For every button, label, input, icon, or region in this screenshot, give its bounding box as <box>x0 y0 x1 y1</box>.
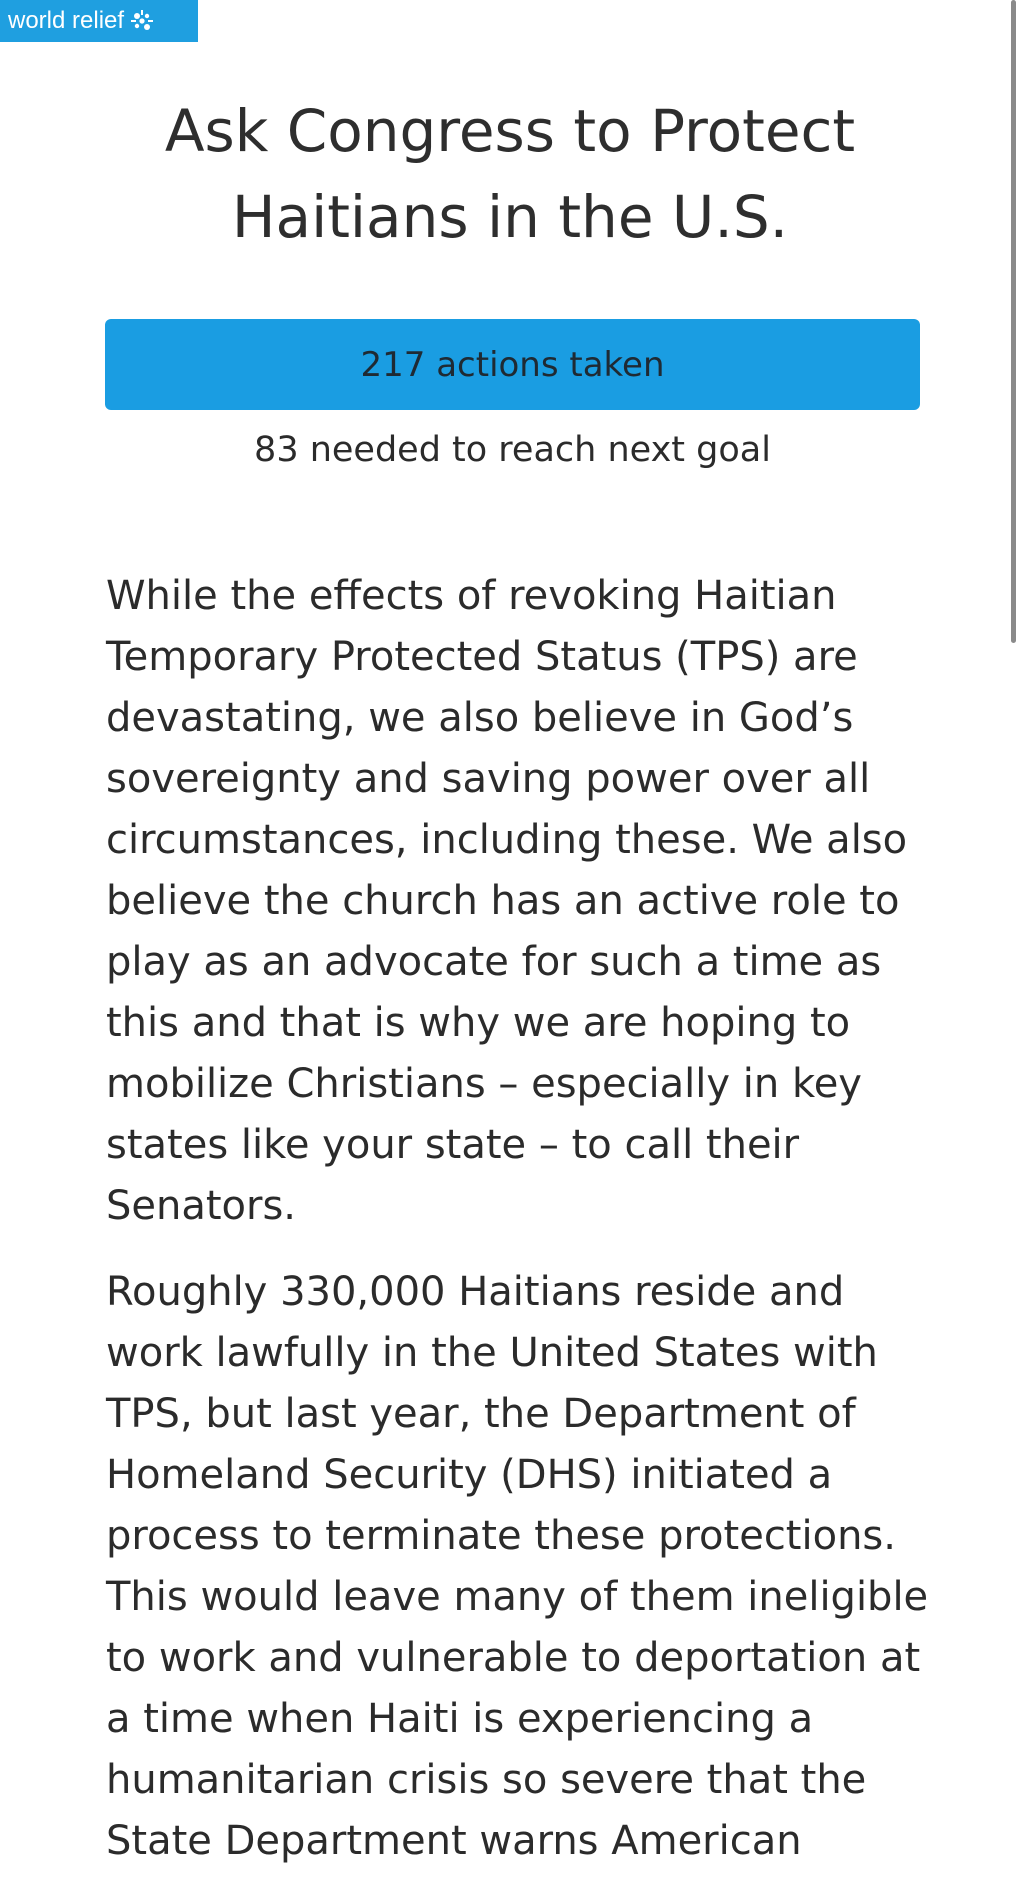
brand-logo[interactable] <box>0 0 198 42</box>
scrollbar[interactable] <box>1011 0 1016 643</box>
page-title: Ask Congress to Protect Haitians in the U.S. <box>164 97 856 251</box>
description-paragraph: Roughly 330,000 Haitians reside and work lawfully in the United States with TPS, but last year, the Department of Homeland Security (DHS) initiated a process to terminate these protections. This would leave many of them ineligible to work and vulnerable to deportation at a time when Haiti is experiencing a humanitarian crisis so severe that the State Department warns American <box>106 1269 929 1864</box>
world-relief-logo-icon <box>128 7 156 35</box>
goal-remaining-text: 83 needed to reach next goal <box>254 430 771 470</box>
actions-progress-bar <box>105 319 920 410</box>
actions-taken-label: 217 actions taken <box>360 344 665 385</box>
campaign-description <box>106 566 936 1897</box>
description-paragraph: While the effects of revoking Haitian Temporary Protected Status (TPS) are devastating, we also believe in God’s sovereignty and saving power over all circumstances, including these. We also believe the church has an active role to play as an advocate for such a time as this and that is why we are hoping to mobilize Christians – especially in key states like your state – to call their Senators. <box>106 573 908 1229</box>
brand-name: world relief <box>8 7 125 34</box>
